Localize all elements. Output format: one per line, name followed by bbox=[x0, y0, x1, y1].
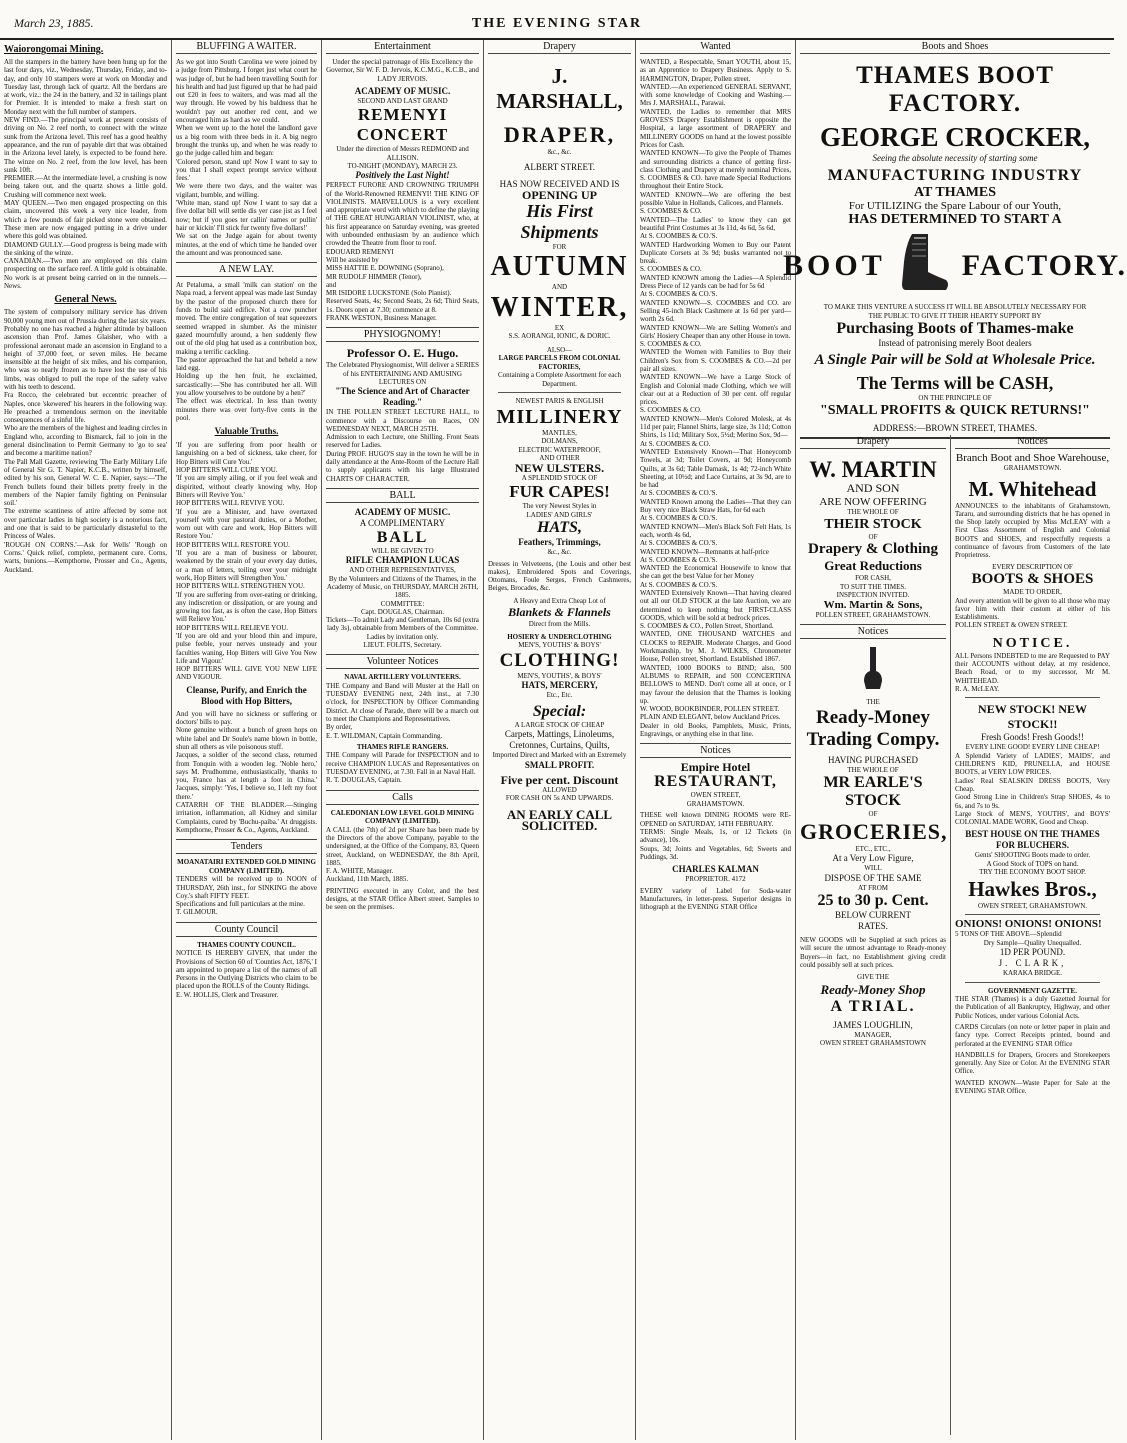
new-stock: NEW STOCK! NEW STOCK!! bbox=[978, 702, 1087, 732]
grahamstown: GRAHAMSTOWN. bbox=[686, 799, 745, 808]
naval-artillery: NAVAL ARTILLERY VOLUNTEERS. bbox=[344, 673, 461, 682]
percent-off: 25 to 30 p. Cent. bbox=[817, 892, 929, 909]
dispose: DISPOSE OF THE SAME bbox=[824, 872, 922, 883]
hawkes-bros: Hawkes Bros., bbox=[968, 876, 1097, 901]
ball-title: BALL bbox=[376, 528, 429, 546]
j-marshall: J. MARSHALL, bbox=[496, 64, 623, 113]
hats-mercery: HATS, MERCERY, bbox=[521, 680, 598, 691]
remenyi-concert: REMENYI CONCERT bbox=[356, 105, 449, 145]
restaurant-details: THESE well known DINING ROOMS were RE-OPENED on SATURDAY, 14TH FEBRUARY. TERMS: Single Meals, 1s, or 12 Tickets (in advance), 10s. Soups, 3d; Joints and Vegetables, 6d; Sweets and Puddings, 3d. bbox=[640, 811, 791, 861]
great-reductions: Great Reductions bbox=[824, 558, 922, 573]
to-make-venture: TO MAKE THIS VENTURE A SUCCESS IT WILL BE ABSOLUTELY NECESSARY FOR THE PUBLIC TO GIVE IT THEIR HEARTY SUPPORT BY bbox=[823, 303, 1087, 320]
suit-times: TO SUIT THE TIMES. bbox=[840, 582, 906, 591]
restaurant: RESTAURANT, bbox=[654, 773, 777, 791]
heading-ball: BALL bbox=[326, 488, 479, 503]
heading-valuable-truths: Valuable Truths. bbox=[214, 426, 279, 437]
mr-earles: MR EARLE'S bbox=[823, 774, 923, 791]
winter: WINTER, bbox=[490, 291, 629, 323]
divider-4 bbox=[965, 982, 1100, 983]
empire-hotel: Empire Hotel bbox=[680, 760, 751, 775]
for-cash: FOR CASH ON 5s AND UPWARDS. bbox=[505, 794, 614, 803]
direct-mills: Direct from the Mills. bbox=[528, 620, 591, 629]
factory-word: FACTORY. bbox=[961, 248, 1127, 282]
opening-up: OPENING UP bbox=[522, 187, 597, 202]
positively-last-night: Positively the Last Night! bbox=[355, 170, 450, 181]
james-loughlin: JAMES LOUGHLIN, bbox=[833, 1019, 913, 1030]
boot-factory-row bbox=[783, 232, 1127, 299]
also: ALSO— bbox=[546, 345, 573, 354]
karaka-bridge: KARAKA BRIDGE. bbox=[1002, 969, 1063, 978]
millinery: MILLINERY bbox=[496, 405, 623, 428]
article-mining: All the stampers in the battery have been hung up for the last four days, viz., Wednesday, Thursday, Friday, and to-day, and only 10 stampers were at work on Monday and Tuesday last, through lack of quartz. All the berdans are at work, viz.: the 24 in the battery, and 32 in tailings plant for Premier. It is intended to make a fresh start on Monday next with the full number of stampers. NEW FIND.—The principal work at present consists of driving on No. 2 reef north, to connect with the winze sunk from the Arizona level. This reef has a good healthy appearance, and the run of payable dirt that was obtained in the Arizona level lately, is expected to be found here. The winze on No. 2 reef, from the low level, has been sunk 10ft. PREMIER.—At the intermediate level, a crushing is now being taken out, and the quartz shows a little gold. Crushing will commence next week. MAY QUEEN.—Two men engaged prospecting on this claim, uncovered this week a very nice leader, from which a few pounds of fair picked stone were obtained. These men are now engaged putting in a drive under where this gold was obtained. DIAMOND GULLY.—Good progress is being made with the sinking of the winze. CANADIAN.—Two men are employed on this claim prospecting on the surface reef. A little gold is obtainable. No work is at present being carried on in the tunnels.—News. bbox=[4, 58, 167, 291]
naval-details: THE Company and Band will Muster at the Hall on TUESDAY EVENING next, 24th inst., at 7.30 o'clock, for INSPECTION by Officer Commanding District. At close of Parade, there will be a march out to meet the Champions and Representatives. By order, E. T. WILDMAN, Captain Commanding. bbox=[326, 681, 479, 740]
ready-money: Ready-Money bbox=[816, 706, 930, 728]
article-hop-bitters: 'If you are suffering from poor health or languishing on a bed of sickness, take cheer, for Hop Bitters will Cure You.' HOP BITTERS WILL CURE YOU. 'If you are simply ailing, or if you feel weak and dispirited, without clearly knowing why, Hop Bitters will Revive You.' HOP BITTERS WILL REVIVE YOU. 'If you are a Minister, and have overtaxed yourself with your pastoral duties, or a Mother, worn out with care and work, Hop Bitters will Restore You.' HOP BITTERS WILL RESTORE YOU. 'If you are a man of business or labourer, weakened by the strain of your every day duties, or a man of letters, toiling over your midnight work, Hop Bitters will Strengthen You.' HOP BITTERS WILL STRENGTHEN YOU. 'If you are suffering from over-eating or drinking, any indiscretion or dissipation, or are young and growing too fast, as is often the case, Hop Bitters will Relieve You.' HOP BITTERS WILL RELIEVE YOU. 'If you are old and your blood thin and impure, pulse feeble, your nerves unsteady and your faculties waning, Hop Bitters will Give You New Life and Vigour.' HOP BITTERS WILL GIVE YOU NEW LIFE AND VIGOUR. bbox=[176, 441, 317, 682]
made-to-order: MADE TO ORDER, bbox=[1003, 588, 1062, 597]
five-percent: Five per cent. Discount bbox=[500, 772, 619, 787]
mens-youths-2: MEN'S, YOUTHS', & BOYS' bbox=[517, 671, 602, 680]
owen-street: OWEN STREET, bbox=[690, 791, 741, 800]
council-title: THAMES COUNTY COUNCIL. bbox=[197, 940, 296, 949]
rangers-details: THE Company will Parade for INSPECTION and to receive CHAMPION LUCAS and Representatives on TUESDAY EVENING, at 7.30. Fall in at Naval Hall. R. T. DOUGLAS, Captain. bbox=[326, 751, 479, 785]
utilizing: For UTILIZING the Spare Labour of our Youth, bbox=[848, 200, 1062, 212]
having-purchased: HAVING PURCHASED bbox=[827, 754, 919, 765]
albert-street: ALBERT STREET. bbox=[523, 161, 596, 172]
ball-details: AND OTHER REPRESENTATIVES, By the Volunteers and Citizens of the Thames, in the Academy of Music, on THURSDAY, MARCH 26TH, 1885. COMMITTEE: Capt. DOUGLAS, Chairman. Tickets—To admit Lady and Gentleman, 10s 6d (extra lady 3s), obtainable from Members of the Committee. Ladies by invitation only. LIEUT. FOLITS, Secretary. bbox=[326, 566, 479, 650]
for-label: FOR bbox=[552, 242, 567, 251]
heading-county-council: County Council bbox=[176, 922, 317, 937]
printing-ad: PRINTING executed in any Color, and the best designs, at the STAR Office Albert street. Samples to be seen on the premises. bbox=[326, 886, 479, 912]
mantles: MANTLES, DOLMANS, ELECTRIC WATERPROOF, AND OTHER bbox=[518, 428, 601, 462]
every-line: EVERY LINE GOOD! EVERY LINE CHEAP! bbox=[965, 743, 1100, 752]
masthead bbox=[0, 0, 1114, 40]
grahamstown-2: GRAHAMSTOWN. bbox=[1003, 464, 1062, 472]
heading-new-lay: A NEW LAY. bbox=[176, 262, 317, 277]
government-gazette: GOVERNMENT GAZETTE. bbox=[988, 986, 1077, 995]
drapery-clothing: Drapery & Clothing bbox=[808, 541, 938, 557]
whitehead-attention: And every attention will be given to all those who may favor him with their custom at either of his Establishments. POLLEN STREET & OWEN STREET. bbox=[955, 596, 1110, 630]
of-label-2: OF bbox=[868, 810, 878, 818]
dry-sample: Dry Sample—Quality Unequalled. bbox=[983, 938, 1082, 947]
second-grand: SECOND AND LAST GRAND bbox=[357, 96, 448, 105]
at-thames: AT THAMES bbox=[913, 185, 997, 200]
one-penny: 1D PER POUND. bbox=[999, 947, 1066, 958]
ball-academy: ACADEMY OF MUSIC. bbox=[354, 506, 451, 517]
heading-bluffing: BLUFFING A WAITER. bbox=[176, 40, 317, 54]
m-whitehead: M. Whitehead bbox=[968, 476, 1097, 501]
ships: S.S. AORANGI, IONIC, & DORIC. bbox=[508, 332, 611, 340]
hosiery: HOSIERY & UNDERCLOTHING bbox=[507, 632, 612, 641]
waste-paper-ad: WANTED KNOWN—Waste Paper for Sale at the EVENING STAR Office. bbox=[955, 1078, 1110, 1095]
newest-styles: The very Newest Styles in bbox=[522, 502, 597, 510]
hand-icon bbox=[800, 645, 946, 696]
whole-of: THE WHOLE OF bbox=[847, 508, 899, 516]
terms-cash: The Terms will be CASH, bbox=[856, 373, 1054, 393]
ball-given-to: WILL BE GIVEN TO bbox=[371, 546, 434, 555]
fur-capes: FUR CAPES! bbox=[509, 482, 610, 501]
his-first: His First bbox=[526, 200, 593, 221]
small-profits: "SMALL PROFITS & QUICK RETURNS!" bbox=[820, 402, 1090, 418]
article-new-lay: At Petaluma, a small 'milk can station' on the Napa road, a fervent appeal was made last Sunday by the pastor of the proposed church there for funds to build said edifice. Not a cow puncher moved. The entire congregation of teat squeezers seemed wrapped in slumber. As the minister gazed mournfully around, a hen suddenly flew out of the old plug hat used as a contribution box, making a terrific cackling. The pastor approached the hat and beheld a new laid egg. Holding up the hen fruit, he exclaimed, sarcastically:—'She has contributed her all. Will you allow yourselves to be outdone by a hen?' The effect was electrical. In less than twenty minutes there was over forty-five cents in the pool. bbox=[176, 281, 317, 422]
ladies-girls: LADIES' AND GIRLS' bbox=[526, 510, 593, 519]
martin-sons: Wm. Martin & Sons, bbox=[823, 598, 923, 611]
manager: MANAGER, bbox=[854, 1030, 892, 1039]
notice: NOTICE. bbox=[992, 635, 1073, 651]
on-the-principle: ON THE PRINCIPLE OF bbox=[918, 394, 992, 402]
wanted-ads: WANTED, a Respectable, Smart YOUTH, about 15, as an Apprentice to Drapery Business. Apply to S. HARMINGTON, Draper, Pollen street. WANTED.—An experienced GENERAL SERVANT, with some knowledge of Cooking and Washing.—Mrs J. MARSHALL, Parawai. WANTED, the Ladies to remember that MRS GROVES'S Drapery Establishment is opposite the Hospital, a large assortment of DRAPERY and MILLINERY GOODS on hand at the lowest possible Prices for Cash. WANTED KNOWN—To give the People of Thames and surrounding districts a chance of getting first-class Clothing and Drapery at merely nominal Prices, S. COOMBES & CO. have made Special Reductions throughout their Entire Stock. WANTED KNOWN—We are offering the best possible Value in Hollands, Calicoes, and Flannels. S. COOMBES & CO. WANTED—The Ladies' to know they can get beautiful Print Costumes at 3s 11d, 4s 6d, 5s 6d, At S. COOMBES & CO.'S. WANTED Hardworking Women to Buy our Patent Duplicate Corsets at 3s 9d; busks warranted not to break. S. COOMBES & CO. WANTED KNOWN among the Ladies—A Splendid Dress Piece of 12 yards can be had for 5s 6d At S. COOMBES & CO.'S. WANTED KNOWN—S. COOMBES and CO. are Selling 45-inch Black Cashmere at 1s 6d per yard—worth 2s 6d. WANTED KNOWN—We are Selling Women's and Girls' Hosiery Cheaper than any other House in town. S. COOMBES & CO. WANTED the Women with Families to Buy their Children's Sox from S. COOMBES & CO.—2d per pair all sizes. WANTED KNOWN—We have a Large Stock of English and Colonial made Clothing, which we will clear out at a Reduction of 30 per cent. off regular prices. S. COOMBES & CO. WANTED KNOWN—Men's Colored Molesk, at 4s 11d per pair; Flannel Shirts, large size, 3s 11d; Cotton Shirts, 1s 11d; Military Sox, 5½d; Merino Sox, 9d— At S. COOMBES & CO. WANTED Extensively Known—That Honeycomb Towels, at 3d; Toilet Covers, at 9d; Honeycomb Quilts, at 3s 6d; Table Damask, 1s 4d; 72-inch White Sheeting, at 10½d; and Lace Curtains, at 3s 9d, are to be had At S. COOMBES & CO.'S. WANTED Known among the Ladies—That they can Buy very nice Black Straw Hats, for 6d each At S. COOMBES & CO.'S. WANTED KNOWN—Men's Black Soft Felt Hats, 1s each, worth 4s 6d, At S. COOMBES & CO.'S. WANTED KNOWN—Remnants at half-price At S. COOMBES & CO.'S. WANTED the Economical Housewife to know that she can get the best Value for her Money At S. COOMBES & CO.'S. WANTED Extensively Known—That having cleared out all our OLD STOCK at the late Auction, we are determined to keep nothing but FIRST-CLASS GOODS, which will be sold at bedrock prices. S. COOMBES & CO., Pollen Street, Shortland. WANTED, ONE THOUSAND WATCHES and CLOCKS to REPAIR. Moderate Charges, and Good Workmanship, by M. J. WILKES, Chronometer House, Pollen street, Shortland. Established 1867. WANTED, 1000 BOOKS to BIND; also, 500 ALBUMS to REPAIR, and 500 CONCERTINA BELLOWS to MEND. Don't come all at once, or I may favour the delusion that the Thames is looking up. W. WOOD, BOOKBINDER, POLLEN STREET. PLAIN AND ELEGANT, below Auckland Prices. Dealer in old Books, Pamphlets, Music, Prints, Engravings, or anything else in that line. bbox=[640, 58, 791, 739]
clothing: CLOTHING! bbox=[499, 649, 620, 671]
groceries: GROCERIES, bbox=[800, 818, 948, 844]
column-mining-news bbox=[0, 40, 172, 1440]
fresh-goods: Fresh Goods! Fresh Goods!! bbox=[981, 732, 1084, 743]
hats: HATS, bbox=[537, 519, 582, 536]
column-boots-notices bbox=[783, 40, 1127, 1440]
rifle-rangers: THAMES RIFLE RANGERS. bbox=[356, 742, 449, 751]
heading-drapery: Drapery bbox=[488, 40, 631, 54]
charles-kalman: CHARLES KALMAN bbox=[672, 864, 759, 875]
heading-wanted: Wanted bbox=[640, 40, 791, 54]
large-stock: A LARGE STOCK OF CHEAP bbox=[514, 720, 605, 729]
hawkes-address: OWEN STREET, GRAHAMSTOWN. bbox=[977, 901, 1087, 910]
thames-boot-factory: THAMES BOOT FACTORY. bbox=[856, 62, 1054, 117]
caledonian-details: A CALL (the 7th) of 2d per Share has been made by the Directors of the above Company, payable to the undersigned, at the Office of the Company, 83, Queen street, Auckland, on WEDNESDAY, the 8th April, 1885. F. A. WHITE, Manager. Auckland, 11th March, 1885. bbox=[326, 825, 479, 884]
etc-etc: ETC., ETC., bbox=[855, 844, 891, 853]
are-now-offering: ARE NOW OFFERING bbox=[819, 496, 927, 508]
a-trial: A TRIAL. bbox=[830, 997, 916, 1015]
newest-paris: NEWEST PARIS & ENGLISH bbox=[515, 397, 604, 405]
ready-money-shop: Ready-Money Shop bbox=[820, 981, 926, 997]
column-drapery-marshall bbox=[484, 40, 636, 1440]
heavy-lot: A Heavy and Extra Cheap Lot of bbox=[513, 596, 606, 605]
onions: ONIONS! ONIONS! ONIONS! bbox=[955, 918, 1102, 931]
etc-2: &c., &c. bbox=[547, 548, 572, 556]
try-economy: TRY THE ECONOMY BOOT SHOP. bbox=[979, 868, 1086, 877]
hawkes-stock: A Splendid Variety of LADIES', MAIDS', and CHILDREN'S KID, PRUNELLA, and HOUSE BOOTS, at VERY LOW PRICES. Ladies' Real SEALSKIN DRESS BOOTS, Very Cheap. Good Strong Line in Children's Strap SHOES, 4s to 6s, and 7s to 9s. Large Stock of MEN'S, YOUTHS', and BOYS' COLONIAL MADE WORK, Good and Cheap. bbox=[955, 751, 1110, 827]
whitehead-announces: ANNOUNCES to the inhabitants of Grahamstown, Tararu, and surrounding districts that he has opened in the Shop lately occupied by Miss McLEAY with a First Class Assortment of English and Colonial BOOTS and SHOES, and respectfully requests a continuance of favours from Customers of the late Proprietress. bbox=[955, 501, 1110, 560]
dresses: Dresses in Velveteens, (the Louis and other best makes), Embroidered Spots and Coverings, Ottomans, Foule Serges, French Cashmeres, Beiges, Brocades, &c. bbox=[488, 559, 631, 593]
mens-youths: MEN'S, YOUTHS' & BOYS' bbox=[518, 641, 601, 650]
j-clark: J. CLARK, bbox=[998, 958, 1067, 969]
column-martin bbox=[796, 435, 951, 1435]
professor-hugo: Professor O. E. Hugo. bbox=[346, 346, 459, 361]
etc-1: &c., &c. bbox=[547, 148, 572, 156]
proprietor: PROPRIETOR. 4172 bbox=[685, 875, 746, 884]
trading-compy: Trading Compy. bbox=[806, 728, 940, 750]
feathers: Feathers, Trimmings, bbox=[518, 537, 601, 547]
best-house: BEST HOUSE ON THE THAMES FOR BLUCHERS. bbox=[965, 829, 1100, 851]
imported: Imported Direct and Marked with an Extremely bbox=[492, 751, 627, 760]
below-current: BELOW CURRENT bbox=[834, 910, 912, 920]
heading-physiognomy: PHYSIOGNOMY! bbox=[326, 327, 479, 342]
tender-title: MOANATAIRI EXTENDED GOLD MINING COMPANY (LIMITED). bbox=[177, 858, 316, 875]
autumn: AUTUMN bbox=[490, 251, 629, 282]
hugo-intro: The Celebrated Physiognomist, Will deliver a SERIES of his ENTERTAINING AND AMUSING LECTURES ON bbox=[326, 361, 479, 386]
boots-shoes: BOOTS & SHOES bbox=[971, 571, 1094, 588]
will-label: WILL bbox=[864, 864, 882, 872]
heading-notices-2: Notices bbox=[800, 624, 946, 639]
issue-date: March 23, 1885. bbox=[14, 16, 94, 30]
article-bluffing: As we got into South Carolina we were joined by a judge from Pittsburg. I forget just what court he was judge of, but he had been travelling South for his health and had just figured up that he had paid out £20 in fees to waiters, and was mad all the way through. He vowed by his baldness that he wouldn't pay out another red cent, and we encouraged him as hard as we could. When we went up to the hotel the landlord gave us a big room with three beds in it. A big negro brought the trunks up, and when he was ready to go the judge called him and began: 'Colored person, stand up! Now I want to say to you that I shall expect prompt service without fees.' We were there two days, and the waiter was vigilant, humble, and willing. 'White man, stand up! Now I want to say dat a five dollar bill will settle dis yer case jist as I feel now; but if you goes ter callin' names or pullin' hair or kickin' I'll stick fur twenty five dollars!' We sat on the Judge again for about twenty minutes, at the end of which time he handed over the amount and was pronounced sane. bbox=[176, 58, 317, 257]
hugo-details: IN THE POLLEN STREET LECTURE HALL, to commence with a Discourse on Races, ON WEDNESDAY NEXT, MARCH 25TH. Admission to each Lecture, one Shilling. Front Seats reserved for Ladies. During PROF. HUGO'S stay in the town he will be in daily attendance at the Ante-Room of the Lecture Hall to supply applicants with his large Illustrated CHARTS OF CHARACTER. bbox=[326, 408, 479, 483]
divider-2 bbox=[965, 697, 1100, 698]
has-determined: HAS DETERMINED TO START A bbox=[848, 212, 1062, 227]
boot-word: BOOT bbox=[783, 248, 886, 282]
boot-factory-ad bbox=[783, 62, 1127, 439]
blankets: Blankets & Flannels bbox=[508, 605, 611, 620]
containing: Containing a Complete Assortment for each Department. bbox=[497, 371, 622, 388]
splendid-stock: A SPLENDID STOCK OF bbox=[521, 473, 598, 482]
heading-volunteer: Volunteer Notices bbox=[326, 654, 479, 669]
allowed: ALLOWED bbox=[542, 785, 577, 794]
five-tons: 5 TONS OF THE ABOVE—Splendid bbox=[955, 930, 1062, 939]
draper: DRAPER, bbox=[503, 122, 616, 147]
seeing-text: Seeing the absolute necessity of starting some bbox=[872, 153, 1038, 163]
academy-of-music: ACADEMY OF MUSIC. bbox=[354, 85, 451, 96]
heading-notices-3: Notices bbox=[955, 435, 1110, 449]
column-wanted bbox=[636, 40, 796, 1440]
column-whitehead bbox=[951, 435, 1114, 1435]
for-cash-2: FOR CASH, bbox=[855, 574, 891, 582]
patronage-text: Under the special patronage of His Excellency the Governor, Sir W. F. D. Jervois, K.C.M.G., K.C.B., and LADY JERVOIS. bbox=[326, 58, 479, 83]
heading-cleanse: Cleanse, Purify, and Enrich the Blood with Hop Bitters, bbox=[186, 684, 307, 706]
manufacturing-industry: MANUFACTURING INDUSTRY bbox=[827, 167, 1083, 184]
carpets: Carpets, Mattings, Linoleums, Cretonnes, Curtains, Quilts, bbox=[504, 729, 615, 751]
their-stock: THEIR STOCK bbox=[824, 516, 922, 532]
article-cleanse: And you will have no sickness or suffering or doctors' bills to pay. None genuine without a bunch of green hops on white label and Dr Soule's name blown in bottle, shun all others as vile poisonous stuff. Jacques, a soldier of the second class, returned from Tonquin with a wooden leg. 'Noble hero,' says M. Prudhomme, enthusiastically, 'thanks to you, France has at length a foot in China.' Jacques, simply: 'Yes, I believe so, I left my foot there.' CATARRH OF THE BLADDER.—Stinging irritation, inflammation, all Kidney and similar Complaints, cured by 'Buchu-paiba.' At druggists. Kempthorne, Prosser & Co., Agents, Auckland. bbox=[176, 709, 317, 834]
w-martin: W. MARTIN bbox=[809, 457, 937, 482]
owen-grahamstown: OWEN STREET GRAHAMSTOWN bbox=[820, 1039, 926, 1048]
heading-general-news: General News. bbox=[54, 294, 117, 306]
branch-warehouse: Branch Boot and Shoe Warehouse, bbox=[955, 452, 1110, 464]
ex-label: EX bbox=[554, 323, 565, 332]
inspection-invited: INSPECTION INVITED. bbox=[836, 591, 910, 599]
whole-of-2: THE WHOLE OF bbox=[847, 765, 899, 774]
very-low-figure: At a Very Low Figure, bbox=[832, 853, 914, 863]
gazette-text: THE STAR (Thames) is a duly Gazetted Journal for the Publication of all Bankruptcy, Highway, and other Public Notices, under various Colonial Acts. bbox=[955, 995, 1110, 1020]
heading-entertainment: Entertainment bbox=[326, 40, 479, 54]
heading-mining: Waiorongomai Mining. bbox=[4, 44, 104, 55]
the-label: THE bbox=[866, 698, 880, 706]
instead-patronising: Instead of patronising merely Boot dealers bbox=[878, 338, 1032, 348]
shooting-boots: Gents' SHOOTING Boots made to order. A Good Stock of TOPS on hand. bbox=[974, 851, 1091, 868]
handbills-ad: HANDBILLS for Drapers, Grocers and Storekeepers generally. Any Size or Color. At the EVENING STAR Office. bbox=[955, 1050, 1110, 1076]
george-crocker: GEORGE CROCKER, bbox=[819, 122, 1091, 152]
heading-boots: Boots and Shoes bbox=[800, 40, 1110, 54]
labels-ad: EVERY variety of Label for Soda-water Manufacturers, in letter-press. Superior designs in lithograph at the EVENING STAR Office bbox=[640, 886, 791, 912]
heading-notices: Notices bbox=[640, 743, 791, 758]
tender-body: TENDERS will be received up to NOON of THURSDAY, 26th inst., for SINKING the above Coy.'s shaft FIFTY FEET. Specifications and full particulars at the mine. T. GILMOUR. bbox=[176, 875, 317, 917]
single-pair: A Single Pair will be Sold at Wholesale Price. bbox=[814, 352, 1096, 368]
special: Special: bbox=[532, 702, 587, 720]
give-the: GIVE THE bbox=[857, 973, 889, 982]
council-body: NOTICE IS HEREBY GIVEN, that under the Provisions of Section 60 of 'Counties Act, 1876,' I am appointed to prepare a list of the names of all Persons in the Outlying Districts who claim to be placed upon the ROLLS of the County Ridings. E. W. HOLLIS, Clerk and Treasurer. bbox=[176, 949, 317, 999]
martin-address: POLLEN STREET, GRAHAMSTOWN. bbox=[815, 610, 931, 619]
column-stories bbox=[172, 40, 322, 1440]
shipments: Shipments bbox=[520, 221, 599, 242]
caledonian-title: CALEDONIAN LOW LEVEL GOLD MINING COMPANY (LIMITED). bbox=[330, 808, 475, 826]
article-general-news: The system of compulsory military service has driven 90,000 young men out of Prussia during the last six years. Probably no one has reached a higher altitude by balloon ascension than Prof. James Glaisher, who with a professional aeronaut made an ascension in England to a height of 37,000 feet, or seven miles. He became insensible at the height of six miles, and his companion, who was so nearly frozen as to have lost the use of his limbs, was obliged to pull the rope of the safety valve with his teeth to descend. Fra Rocco, the celebrated but eccentric preacher of Naples, once 'skewered' his hearers in the following way. He preached a tremendous sermon on the inevitable consequences of a sinful life. Who are the members of the highest and leading circles in England who, according to Bismarck, fail to join in the general disinclination to Permit Germany to 'go to sea' and become a maritime nation? The Pall Mall Gazette, reviewing 'The Early Military Life of General Sir G. T. Napier, K.C.B., written by himself, edited by his son, General W. C. E. Napier, says:—'The French bullets found their billets pretty freely in the members of the Napier family fighting on Peninsular soil.' The extreme scantiness of attire affected by some not over particular ladies in high society is a notorious fact, and one that is said to be particularly distasteful to the Princess of Wales. 'ROUGH ON CORNS.'—Ask for Wells' 'Rough on Corns.' Quick relief, complete, permanent cure. Corns, warts, bunions.—Kempthorne, Prosser and Co., Agents, Auckland. bbox=[4, 308, 167, 574]
newspaper-title: THE EVENING STAR bbox=[471, 16, 643, 31]
of-label: OF bbox=[868, 532, 878, 541]
science-of-character: "The Science and Art of Character Reading." bbox=[335, 386, 470, 408]
small-profit: SMALL PROFIT. bbox=[524, 759, 595, 770]
solicited: SOLICITED. bbox=[521, 817, 598, 833]
divider bbox=[498, 392, 621, 393]
new-ulsters: NEW ULSTERS. bbox=[514, 460, 605, 475]
address: ADDRESS:—BROWN STREET, THAMES. bbox=[872, 422, 1038, 433]
and-label: AND bbox=[551, 283, 568, 291]
heading-tenders: Tenders bbox=[176, 839, 317, 854]
rifle-champion: RIFLE CHAMPION LUCAS bbox=[345, 555, 460, 566]
at-from: AT FROM bbox=[857, 883, 889, 892]
and-son: AND SON bbox=[846, 481, 900, 495]
purchasing-boots: Purchasing Boots of Thames-make bbox=[836, 320, 1074, 337]
column-entertainment bbox=[322, 40, 484, 1440]
mcleay-notice: ALL Persons INDEBTED to me are Requested to PAY their ACCOUNTS without delay, at my residence, Beach Road, or to my successor, Mr M. WHITEHEAD. R. A. McLEAY. bbox=[955, 651, 1110, 693]
stock-2: STOCK bbox=[845, 792, 901, 809]
cards-ad: CARDS Circulars (on note or letter paper in plain and fancy type. Correct Receipts printed, bound and perforated at the EVENING STAR Office bbox=[955, 1022, 1110, 1048]
has-now-received: HAS NOW RECEIVED AND IS bbox=[499, 178, 620, 189]
heading-drapery-2: Drapery bbox=[800, 435, 946, 449]
every-description: EVERY DESCRIPTION OF bbox=[992, 562, 1073, 571]
new-goods: NEW GOODS will be Supplied at such prices as will secure the utmost advantage to Ready-money Buyers—in fact, no Establishment giving credit could possibly sell at such prices. bbox=[800, 936, 946, 969]
remenyi-direction: Under the direction of Messrs REDMOND and ALLISON. TO-NIGHT (MONDAY), MARCH 23. bbox=[336, 145, 469, 170]
rates: RATES. bbox=[858, 921, 888, 931]
ball-complimentary: A COMPLIMENTARY bbox=[359, 517, 446, 528]
large-parcels: LARGE PARCELS FROM COLONIAL FACTORIES, bbox=[498, 354, 621, 371]
divider-3 bbox=[965, 914, 1100, 915]
early-call: AN EARLY CALL bbox=[506, 806, 613, 822]
etc-3: Etc., Etc. bbox=[546, 691, 573, 700]
heading-calls: Calls bbox=[326, 790, 479, 805]
boot-icon bbox=[898, 232, 950, 299]
remenyi-details: PERFECT FURORE AND CROWNING TRIUMPH of the World-Renowned REMENYI! THE KING OF VIOLINISTS. MARVELLOUS is a very excellent and appropriate word with which to define the playing of THE GREAT HUNGARIAN VIOLINIST, who, at his first appearance on Saturday evening, was greeted with unbounded enthusiasm by an audience which crowded the Theatre from floor to roof. EDOUARD REMENYI Will be assisted by MISS HATTIE E. DOWNING (Soprano), MR RUDOLF HIMMER (Tenor), and MR ISIDORE LUCKSTONE (Solo Pianist). Reserved Seats, 4s; Second Seats, 2s 6d; Third Seats, 1s. Doors open at 7.30; commence at 8. FRANK WESTON, Business Manager. bbox=[326, 181, 479, 323]
